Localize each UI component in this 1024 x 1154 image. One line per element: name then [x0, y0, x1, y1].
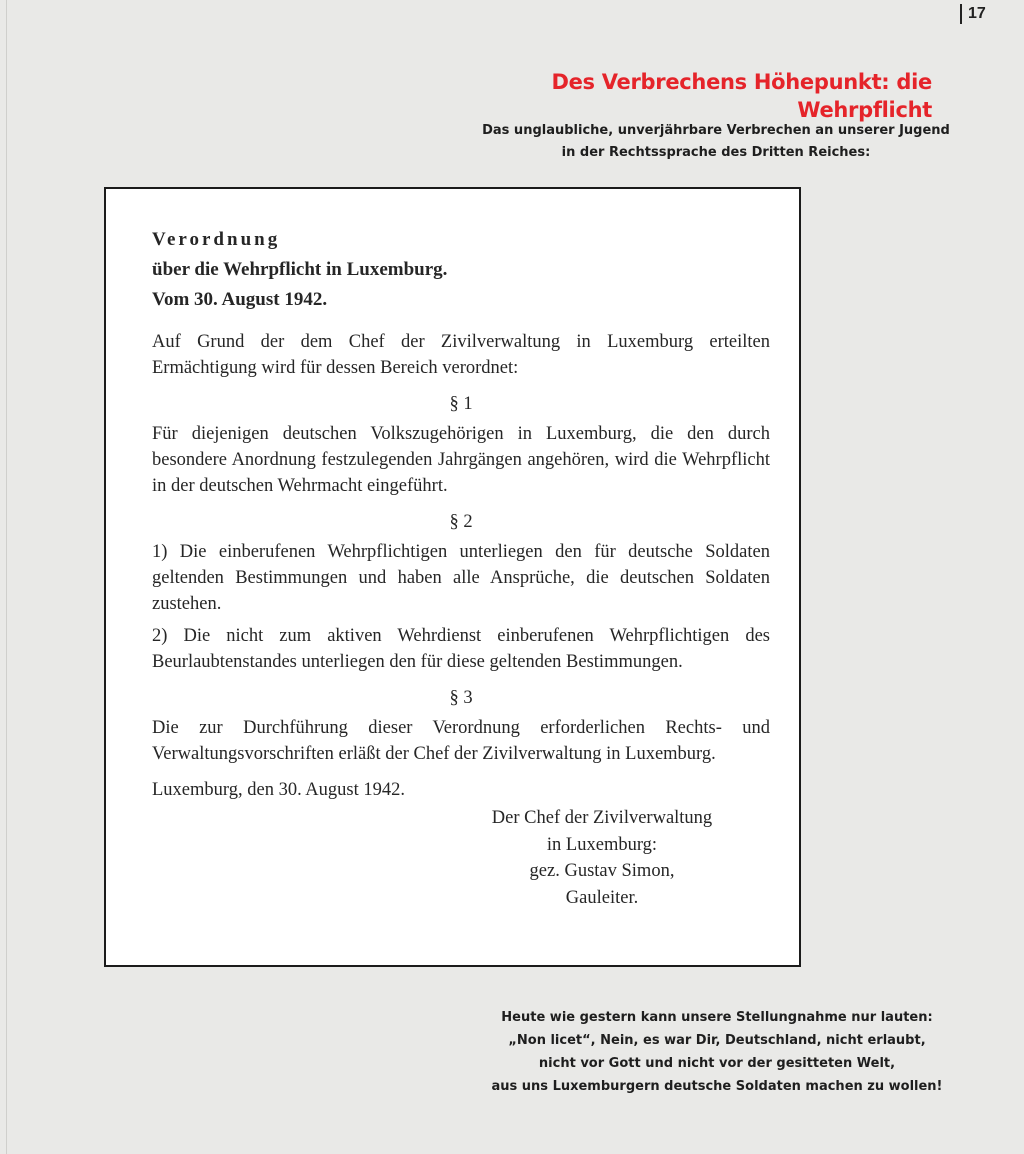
closing-line-1: Heute wie gestern kann unsere Stellungnahme nur lauten: [501, 1010, 933, 1025]
subheadline [480, 120, 952, 164]
signature-line-4: Gauleiter. [565, 887, 639, 908]
document-date-line: Vom 30. August 1942. [152, 289, 328, 310]
section-3-paragraph: Die zur Durchführung dieser Verordnung erforderlichen Rechts- und Verwaltungsvorschriften erläßt der Chef der Zivilverwaltung in Luxemburg. [152, 718, 770, 764]
subhead-line-1: Das unglaubliche, unverjährbare Verbrechen an unserer Jugend [482, 123, 950, 138]
decree-document [152, 225, 770, 911]
closing-line-2: „Non licet“, Nein, es war Dir, Deutschland, nicht erlaubt, [508, 1033, 926, 1048]
page-number: 17 [960, 4, 990, 24]
section-2-paragraph-1: 1) Die einberufenen Wehrpflichtigen unterliegen den für deutsche Soldaten geltenden Bestimmungen und haben alle Ansprüche, die deutschen Soldaten zustehen. [152, 542, 770, 614]
headline: Des Verbrechens Höhepunkt: die Wehrpflicht [551, 70, 932, 122]
page-gutter-line [6, 0, 7, 1154]
document-title: Verordnung [152, 229, 281, 250]
section-2-paragraph-2: 2) Die nicht zum aktiven Wehrdienst einberufenen Wehrpflichtigen des Beurlaubtenstandes unterliegen den für diese geltenden Bestimmungen. [152, 626, 770, 672]
decree-document-frame [104, 187, 801, 967]
section-heading-2: § 2 [449, 512, 473, 532]
section-heading-3: § 3 [449, 688, 473, 708]
header-block [412, 68, 932, 124]
closing-line-3: nicht vor Gott und nicht vor der gesitteten Welt, [538, 1056, 896, 1071]
place-and-date: Luxemburg, den 30. August 1942. [152, 780, 405, 800]
subhead-line-2: in der Rechtssprache des Dritten Reiches: [561, 145, 871, 160]
signature-line-1: Der Chef der Zivilverwaltung [491, 808, 713, 828]
signature-line-3: gez. Gustav Simon, [529, 861, 675, 881]
document-intro: Auf Grund der dem Chef der Zivilverwaltung in Luxemburg erteilten Ermächtigung wird für dessen Bereich verordnet: [152, 332, 770, 378]
closing-line-4: aus uns Luxemburgern deutsche Soldaten machen zu wollen! [491, 1079, 943, 1094]
signature-line-2: in Luxemburg: [546, 834, 658, 855]
section-1-paragraph: Für diejenigen deutschen Volkszugehörigen in Luxemburg, die den durch besondere Anordnung festzulegenden Jahrgängen angehören, wird die Wehrpflicht in der deutschen Wehrmacht eingeführt. [152, 424, 770, 496]
section-heading-1: § 1 [449, 394, 473, 414]
closing-statement [480, 1006, 954, 1098]
document-subtitle: über die Wehrpflicht in Luxemburg. [152, 259, 448, 280]
signature-block [472, 805, 732, 911]
